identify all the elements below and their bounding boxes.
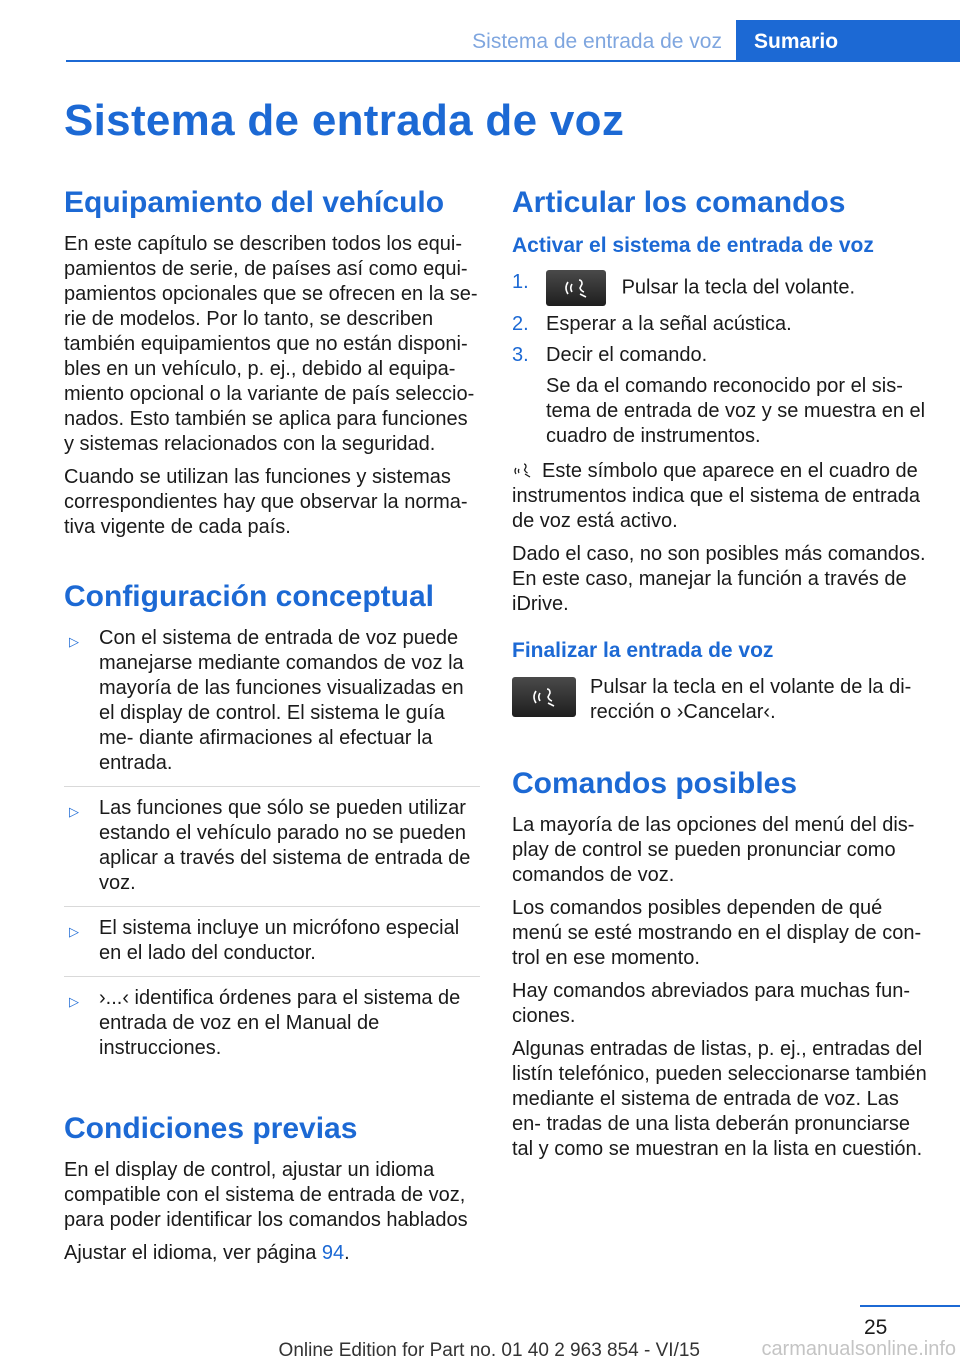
watermark: carmanualsonline.info bbox=[761, 1338, 956, 1360]
list-item: ▷ Con el sistema de entrada de voz puede manejarse mediante comandos de voz la mayoría de las funciones visualizadas en el display de control. El sistema le guía me- diante afirmaciones al efectuar la entrada. bbox=[64, 626, 480, 787]
triangle-right-icon: ▷ bbox=[69, 994, 79, 1009]
list-item: ▷ El sistema incluye un micrófono especial en el lado del conductor. bbox=[64, 916, 480, 977]
page-number: 25 bbox=[864, 1316, 888, 1339]
condiciones-paragraph-2: Ajustar el idioma, ver página 94. bbox=[64, 1242, 350, 1264]
configuracion-list bbox=[64, 626, 480, 1071]
heading-articular: Articular los comandos bbox=[512, 186, 846, 219]
page-link-94[interactable]: 94 bbox=[321, 1242, 345, 1264]
heading-condiciones: Condiciones previas bbox=[64, 1112, 358, 1145]
step-number: 3. bbox=[512, 344, 529, 366]
activar-steps bbox=[512, 270, 932, 449]
right-column bbox=[512, 184, 932, 1170]
finalizar-row bbox=[512, 675, 932, 725]
step-item: 1. Pulsar la tecla del volante. bbox=[512, 270, 932, 306]
list-item: ▷ ›...‹ identifica órdenes para el sistema de entrada de voz en el Manual de instrucciones. bbox=[69, 987, 461, 1059]
footer-rule bbox=[860, 1305, 960, 1307]
step-item: 2. Esperar a la señal acústica. bbox=[512, 313, 792, 335]
equipamiento-paragraph-2: Cuando se utilizan las funciones y sistemas correspondientes hay que observar la norma- tiva vigente de cada país. bbox=[64, 466, 468, 538]
header-tab-sumario[interactable]: Sumario bbox=[736, 20, 960, 62]
comandos-paragraph-1: La mayoría de las opciones del menú del dis- play de control se pueden pronunciar como comandos de voz. bbox=[512, 814, 915, 886]
equipamiento-paragraph-1: En este capítulo se describen todos los equi- pamientos de serie, de países así como equi- pamientos opcionales que se ofrecen en la se- rie de modelos. Por lo tanto, se describen también equipamientos que no están disponi- bles en un vehículo, p. ej., debido al equipa- miento opcional o la variante de país seleccio- nados. Esto también se aplica para funciones y sistemas relacionados con la seguridad. bbox=[64, 233, 478, 455]
step-sub-text: Se da el comando reconocido por el sis- tema de entrada de voz y se muestra en el cuadro de instrumentos. bbox=[546, 375, 926, 447]
voice-key-icon bbox=[546, 270, 606, 306]
heading-configuracion: Configuración conceptual bbox=[64, 580, 435, 613]
triangle-right-icon: ▷ bbox=[69, 924, 79, 939]
comandos-paragraph-2: Los comandos posibles dependen de qué menú se esté mostrando en el display de con- trol en ese momento. bbox=[512, 897, 922, 969]
step-item: 3. Decir el comando. Se da el comando reconocido por el sis- tema de entrada de voz y se muestra en el cuadro de instrumentos. bbox=[512, 343, 932, 449]
symbol-paragraph: Este símbolo que aparece en el cuadro de instrumentos indica que el sistema de entrada de voz está activo. bbox=[512, 460, 921, 532]
footer-edition: Online Edition for Part no. 01 40 2 963 854 - VI/15 bbox=[278, 1340, 700, 1361]
heading-comandos: Comandos posibles bbox=[512, 767, 798, 800]
heading-finalizar: Finalizar la entrada de voz bbox=[512, 639, 774, 662]
finalizar-text: Pulsar la tecla en el volante de la di- rección o ›Cancelar‹. bbox=[590, 676, 912, 723]
heading-activar: Activar el sistema de entrada de voz bbox=[512, 234, 874, 257]
comandos-paragraph-4: Algunas entradas de listas, p. ej., entradas del listín telefónico, pueden seleccionarse también mediante el sistema de entrada de voz. Las en- tradas de una lista deberán pronunciarse tal y como se muestran en la lista en cuestión. bbox=[512, 1038, 927, 1160]
condiciones-paragraph-1: En el display de control, ajustar un idioma compatible con el sistema de entrada de voz, para poder identificar los comandos hablados bbox=[64, 1159, 468, 1231]
heading-equipamiento: Equipamiento del vehículo bbox=[64, 186, 445, 219]
step-number: 2. bbox=[512, 313, 529, 335]
dado-paragraph: Dado el caso, no son posibles más comandos. En este caso, manejar la función a través de iDrive. bbox=[512, 543, 926, 615]
left-column bbox=[64, 184, 480, 1274]
list-item: ▷ Las funciones que sólo se pueden utilizar estando el vehículo parado no se pueden aplicar a través del sistema de entrada de voz. bbox=[64, 796, 480, 907]
triangle-right-icon: ▷ bbox=[69, 804, 79, 819]
triangle-right-icon: ▷ bbox=[69, 634, 79, 649]
comandos-paragraph-3: Hay comandos abreviados para muchas fun- ciones. bbox=[512, 980, 910, 1027]
voice-symbol-icon bbox=[512, 461, 534, 479]
header-rule bbox=[66, 60, 736, 62]
page-title: Sistema de entrada de voz bbox=[64, 96, 625, 145]
step-number: 1. bbox=[512, 271, 529, 293]
voice-key-icon bbox=[512, 677, 576, 717]
header-section-title: Sistema de entrada de voz bbox=[472, 30, 722, 53]
